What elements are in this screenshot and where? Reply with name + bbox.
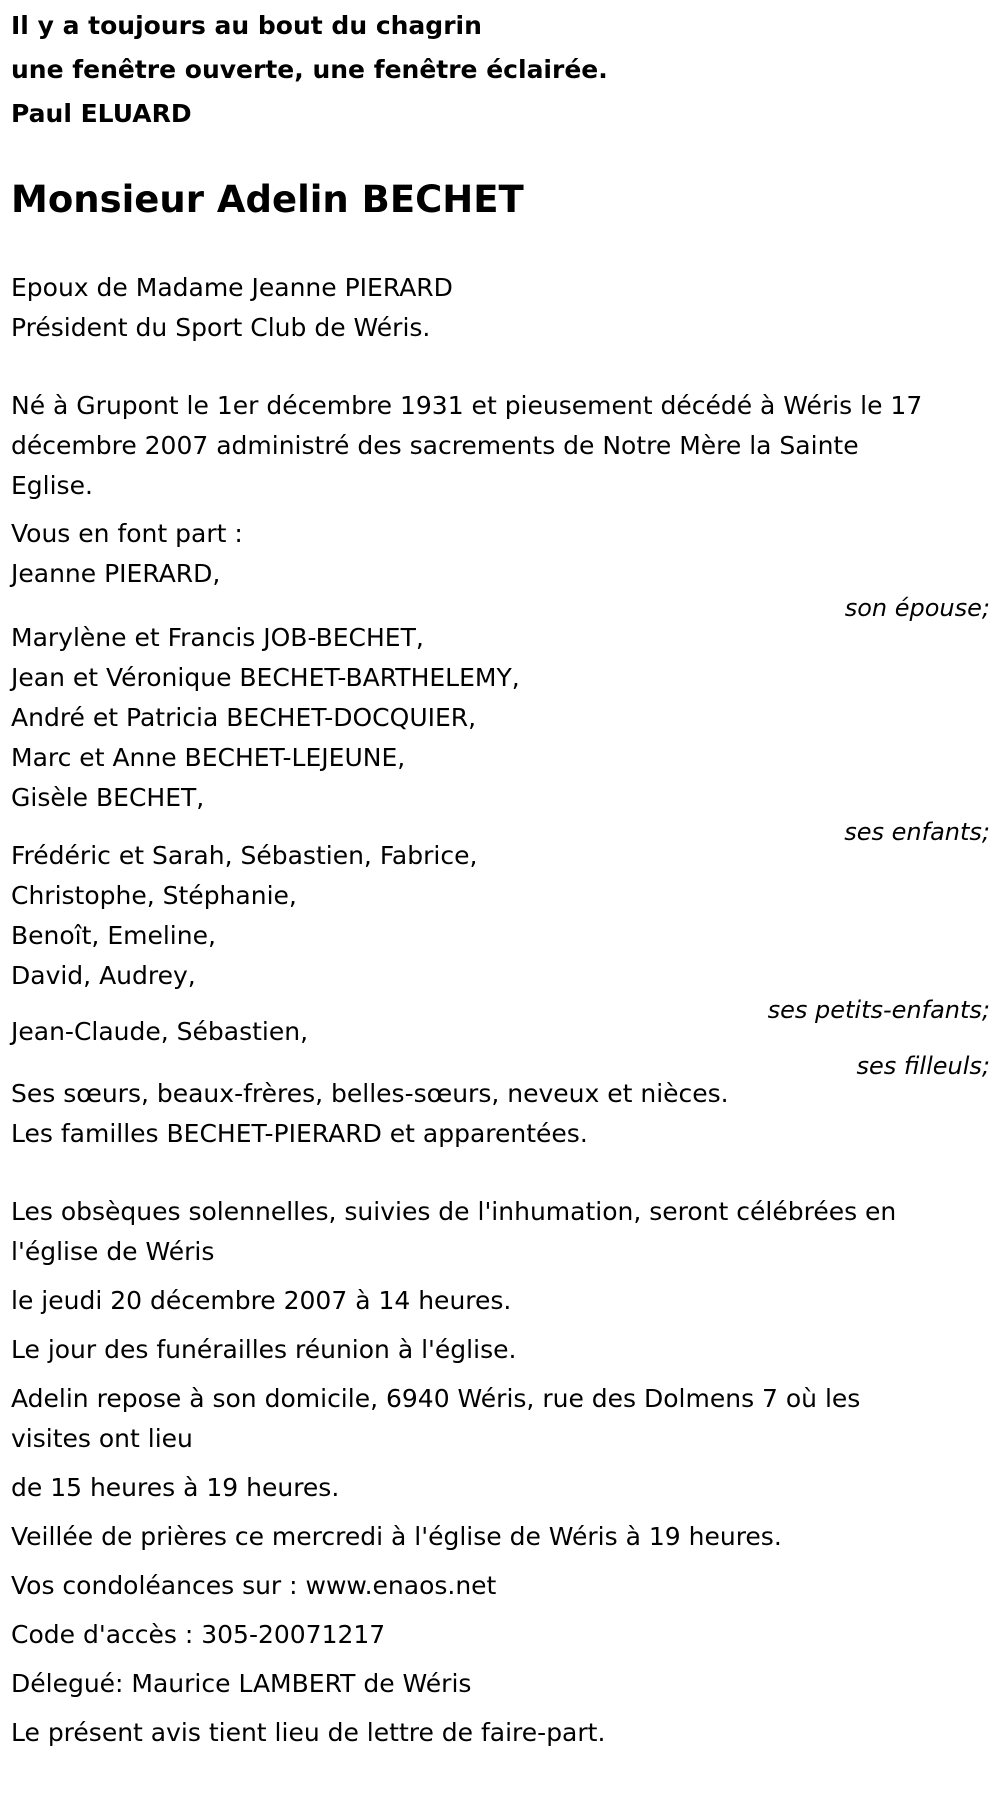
condolences-line: Vos condoléances sur : www.enaos.net [11, 1571, 497, 1600]
funeral-line-1: Les obsèques solennelles, suivies de l'inhumation, seront célébrées en [11, 1197, 897, 1226]
funeral-date: le jeudi 20 décembre 2007 à 14 heures. [11, 1286, 512, 1315]
visiting-hours: de 15 heures à 19 heures. [11, 1473, 340, 1502]
children-block [11, 618, 990, 846]
grandchild-line: David, Audrey, [11, 961, 196, 990]
godchildren-block [11, 1012, 990, 1080]
funeral-meeting: Le jour des funérailles réunion à l'église. [11, 1335, 517, 1364]
birth-death-line-3: Eglise. [11, 471, 93, 500]
announce-line: Vous en font part : [11, 519, 243, 548]
announcement-block [11, 514, 990, 622]
grandchildren-block [11, 836, 990, 1024]
delegate-line: Délegué: Maurice LAMBERT de Wéris [11, 1669, 472, 1698]
birth-death-line-2: décembre 2007 administré des sacrements de Notre Mère la Sainte [11, 431, 859, 460]
spouse-name: Jeanne PIERARD, [11, 559, 221, 588]
godchildren-relation: ses filleuls; [856, 1052, 990, 1080]
grandchildren-relation: ses petits-enfants; [767, 996, 990, 1024]
godchild-line: Jean-Claude, Sébastien, [11, 1017, 309, 1046]
epigraph-line-1: Il y a toujours au bout du chagrin [11, 11, 482, 40]
funeral-block [11, 1192, 896, 1753]
funeral-line-2: l'église de Wéris [11, 1237, 215, 1266]
intro-line-2: Président du Sport Club de Wéris. [11, 313, 431, 342]
grandchild-line: Frédéric et Sarah, Sébastien, Fabrice, [11, 841, 478, 870]
child-line: Marylène et Francis JOB-BECHET, [11, 623, 424, 652]
repose-line-2: visites ont lieu [11, 1424, 193, 1453]
family-block [11, 1074, 729, 1154]
epigraph-author: Paul ELUARD [11, 99, 192, 128]
epigraph [11, 4, 608, 136]
page-title: Monsieur Adelin BECHET [11, 178, 524, 221]
vigil-line: Veillée de prières ce mercredi à l'église de Wéris à 19 heures. [11, 1522, 782, 1551]
child-line: Gisèle BECHET, [11, 783, 205, 812]
access-code-line: Code d'accès : 305-20071217 [11, 1620, 386, 1649]
family-line-1: Ses sœurs, beaux-frères, belles-sœurs, neveux et nièces. [11, 1079, 729, 1108]
child-line: Jean et Véronique BECHET-BARTHELEMY, [11, 663, 520, 692]
repose-line-1: Adelin repose à son domicile, 6940 Wéris, rue des Dolmens 7 où les [11, 1384, 861, 1413]
family-line-2: Les familles BECHET-PIERARD et apparentées. [11, 1119, 588, 1148]
grandchild-line: Benoît, Emeline, [11, 921, 216, 950]
birth-death-line-1: Né à Grupont le 1er décembre 1931 et pieusement décédé à Wéris le 17 [11, 391, 923, 420]
birth-death-paragraph [11, 386, 922, 506]
children-relation: ses enfants; [844, 818, 990, 846]
intro-line-1: Epoux de Madame Jeanne PIERARD [11, 273, 453, 302]
spouse-relation: son épouse; [844, 594, 990, 622]
grandchild-line: Christophe, Stéphanie, [11, 881, 297, 910]
notice-line: Le présent avis tient lieu de lettre de faire-part. [11, 1718, 606, 1747]
child-line: Marc et Anne BECHET-LEJEUNE, [11, 743, 406, 772]
intro [11, 268, 453, 348]
epigraph-line-2: une fenêtre ouverte, une fenêtre éclairée. [11, 55, 608, 84]
child-line: André et Patricia BECHET-DOCQUIER, [11, 703, 477, 732]
